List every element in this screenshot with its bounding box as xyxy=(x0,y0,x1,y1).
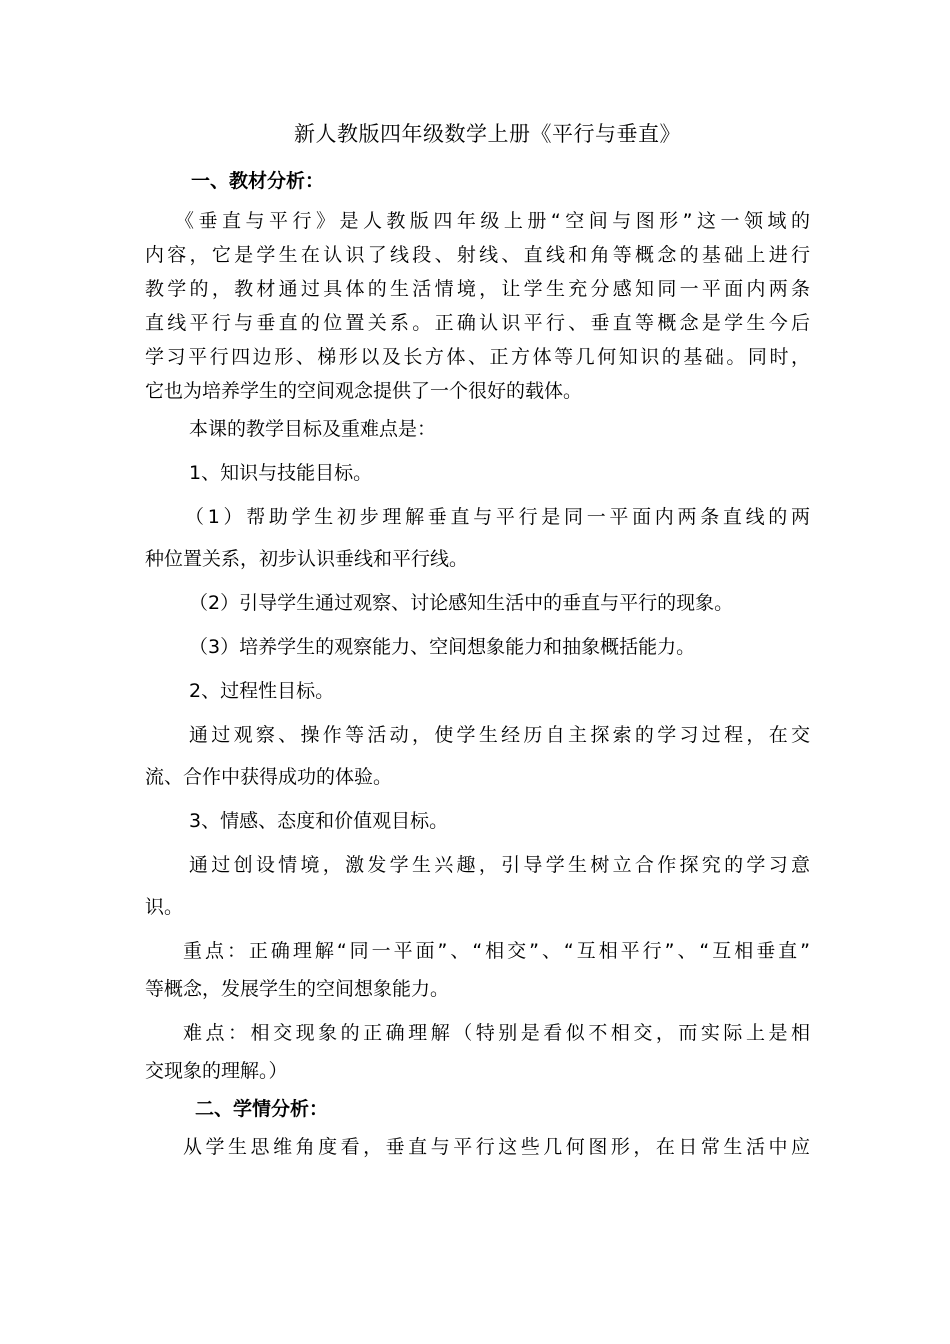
textbook-analysis-paragraph xyxy=(145,204,810,408)
paragraph-line: 教学的，教材通过具体的生活情境，让学生充分感知同一平面内两条 xyxy=(145,278,810,300)
paragraph-line: 它也为培养学生的空间观念提供了一个很好的载体。 xyxy=(145,380,583,402)
goal-knowledge-item-2: （2）引导学生通过观察、讨论感知生活中的垂直与平行的现象。 xyxy=(189,592,734,614)
paragraph-line: 重点：正确理解“同一平面”、“相交”、“互相平行”、“互相垂直” xyxy=(183,940,810,962)
section-heading-learner-analysis: 二、学情分析： xyxy=(195,1098,329,1120)
paragraph-line: 通过观察、操作等活动，使学生经历自主探索的学习过程，在交 xyxy=(189,724,810,746)
goal-process-text xyxy=(145,718,810,794)
goal-knowledge-item-3: （3）培养学生的观察能力、空间想象能力和抽象概括能力。 xyxy=(189,636,696,658)
document-title: 新人教版四年级数学上册《平行与垂直》 xyxy=(294,122,681,146)
paragraph-line: 识。 xyxy=(145,896,184,918)
paragraph-line: 内容，它是学生在认识了线段、射线、直线和角等概念的基础上进行 xyxy=(145,244,810,266)
paragraph-line: （1）帮助学生初步理解垂直与平行是同一平面内两条直线的两 xyxy=(185,506,810,528)
document-page xyxy=(145,116,810,1164)
paragraph-line: 从学生思维角度看，垂直与平行这些几何图形，在日常生活中应 xyxy=(183,1136,810,1158)
learner-analysis-paragraph xyxy=(145,1130,810,1164)
goal-process-title: 2、过程性目标。 xyxy=(189,680,335,702)
paragraph-line: 通过创设情境，激发学生兴趣，引导学生树立合作探究的学习意 xyxy=(189,854,810,876)
paragraph-line: 流、合作中获得成功的体验。 xyxy=(145,766,393,788)
goal-knowledge-item-1 xyxy=(145,500,810,576)
paragraph-line: 直线平行与垂直的位置关系。正确认识平行、垂直等概念是学生今后 xyxy=(145,312,810,334)
paragraph-line: 难点：相交现象的正确理解（特别是看似不相交，而实际上是相 xyxy=(183,1022,810,1044)
goal-emotion-text xyxy=(145,848,810,924)
goal-emotion-title: 3、情感、态度和价值观目标。 xyxy=(189,810,449,832)
key-point xyxy=(145,934,810,1006)
difficult-point xyxy=(145,1016,810,1088)
paragraph-line: 等概念，发展学生的空间想象能力。 xyxy=(145,978,450,1000)
paragraph-line: 《垂直与平行》是人教版四年级上册“空间与图形”这一领域的 xyxy=(175,210,810,232)
goals-intro: 本课的教学目标及重难点是： xyxy=(189,418,437,440)
goal-knowledge-title: 1、知识与技能目标。 xyxy=(189,462,373,484)
paragraph-line: 学习平行四边形、梯形以及长方体、正方体等几何知识的基础。同时， xyxy=(145,346,810,368)
paragraph-line: 交现象的理解。） xyxy=(145,1060,288,1082)
section-heading-textbook-analysis: 一、教材分析： xyxy=(191,170,325,192)
paragraph-line: 种位置关系，初步认识垂线和平行线。 xyxy=(145,548,469,570)
